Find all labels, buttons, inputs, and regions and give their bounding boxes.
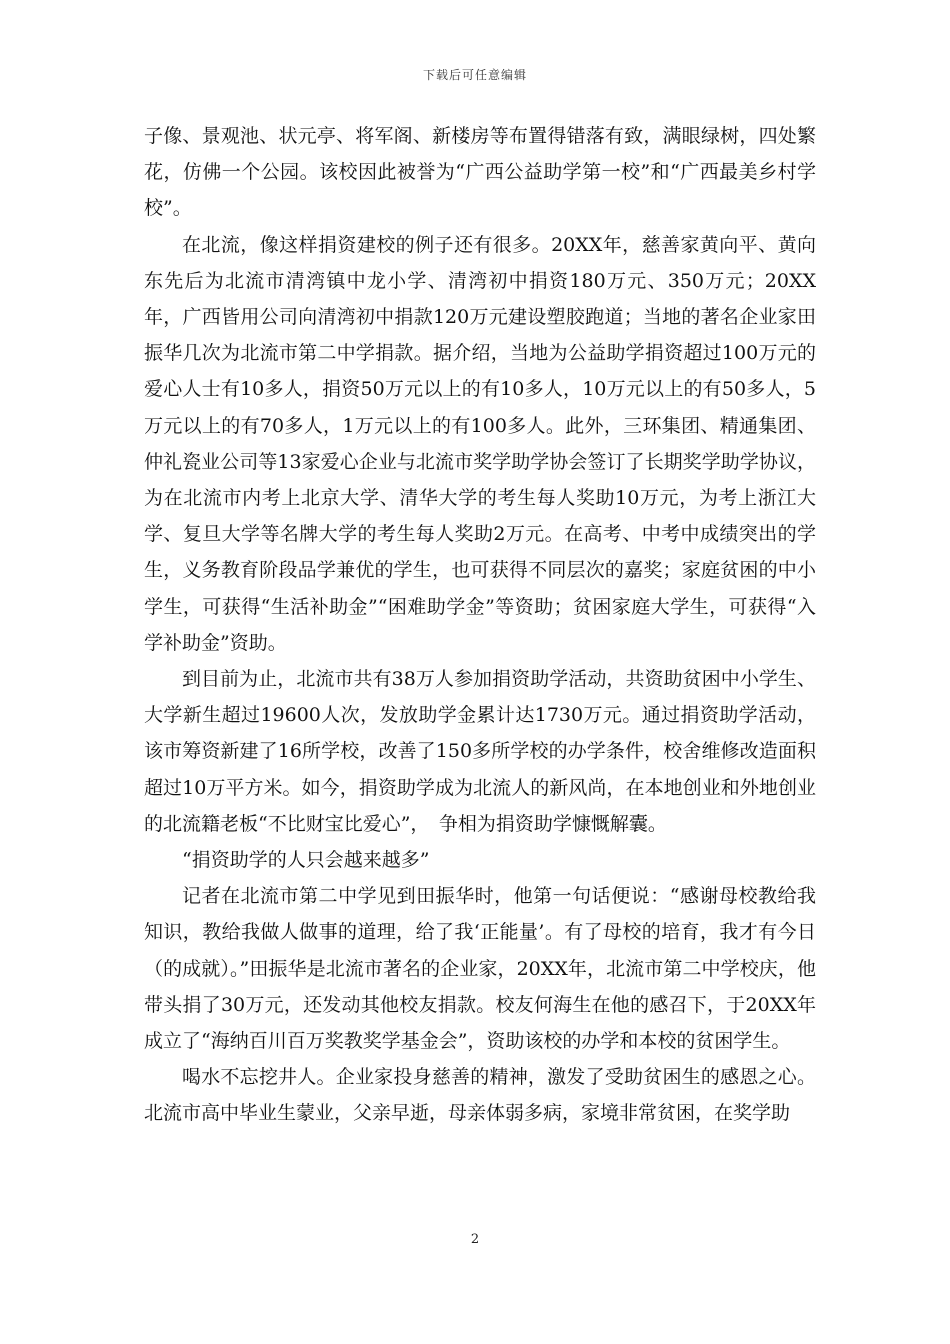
paragraph-interview: 记者在北流市第二中学见到田振华时，他第一句话便说：“感谢母校教给我知识，教给我做人做事的道理，给了我‘正能量’。有了母校的培育，我才有今日（的成就）。”田振华是北流市著名的企业家，20XX年，北流市第二中学校庆，他带头捐了30万元，还发动其他校友捐款。校友何海生在他的感召下，于20XX年成立了“海纳百川百万奖教奖学基金会”，资助该校的办学和本校的贫困学生。 xyxy=(144,885,816,1053)
paragraph-continuation: 子像、景观池、状元亭、将军阁、新楼房等布置得错落有致，满眼绿树，四处繁花，仿佛一个公园。该校因此被誉为“广西公益助学第一校”和“广西最美乡村学校”。 xyxy=(144,125,816,220)
section-subheading: “捐资助学的人只会越来越多” xyxy=(182,849,430,872)
document-body xyxy=(144,118,816,1132)
paragraph-donation-examples: 在北流，像这样捐资建校的例子还有很多。20XX年，慈善家黄向平、黄向东先后为北流市清湾镇中龙小学、清湾初中捐资180万元、350万元；20XX年，广西皆用公司向清湾初中捐款120万元建设塑胶跑道；当地的著名企业家田振华几次为北流市第二中学捐款。据介绍，当地为公益助学捐资超过100万元的爱心人士有10多人，捐资50万元以上的有10多人，10万元以上的有50多人，5万元以上的有70多人，1万元以上的有100多人。此外，三环集团、精通集团、仲礼瓷业公司等13家爱心企业与北流市奖学助学协会签订了长期奖学助学协议，为在北流市内考上北京大学、清华大学的考生每人奖助10万元，为考上浙江大学、复旦大学等名牌大学的考生每人奖助2万元。在高考、中考中成绩突出的学生，义务教育阶段品学兼优的学生，也可获得不同层次的嘉奖；家庭贫困的中小学生，可获得“生活补助金”“困难助学金”等资助；贫困家庭大学生，可获得“入学补助金”资助。 xyxy=(144,233,816,654)
page-number: 2 xyxy=(470,1232,480,1247)
paragraph-statistics: 到目前为止，北流市共有38万人参加捐资助学活动，共资助贫困中小学生、大学新生超过19600人次，发放助学金累计达1730万元。通过捐资助学活动，该市筹资新建了16所学校，改善了150多所学校的办学条件，校舍维修改造面积超过10万平方米。如今，捐资助学成为北流人的新风尚，在本地创业和外地创业的北流籍老板“不比财宝比爱心”， 争相为捐资助学慷慨解囊。 xyxy=(144,668,816,835)
paragraph-gratitude: 喝水不忘挖井人。企业家投身慈善的精神，激发了受助贫困生的感恩之心。北流市高中毕业生蒙业，父亲早逝，母亲体弱多病，家境非常贫困，在奖学助 xyxy=(144,1066,816,1125)
page-header: 下载后可任意编辑 xyxy=(422,68,527,82)
